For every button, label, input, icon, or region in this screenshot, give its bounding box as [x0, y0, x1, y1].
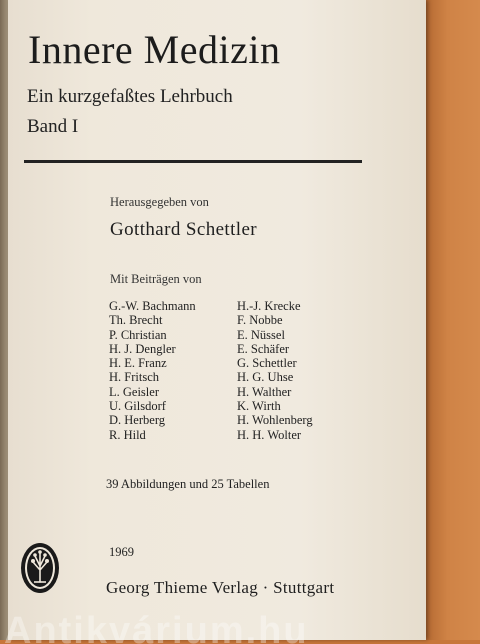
book-volume: Band I	[27, 116, 79, 137]
contributor-name: E. Nüssel	[237, 327, 285, 342]
contributor-name: D. Herberg	[109, 413, 165, 428]
contributor-name: G. Schettler	[237, 356, 297, 371]
contributor-name: R. Hild	[109, 427, 146, 442]
contributor-name: H. G. Uhse	[237, 370, 294, 385]
contributor-name: H. H. Wolter	[237, 427, 302, 442]
contributor-name: H. Fritsch	[109, 370, 159, 385]
contributors-list-right	[237, 299, 313, 442]
publication-year: 1969	[109, 545, 134, 559]
contributor-name: P. Christian	[109, 327, 167, 342]
book-cover-edge	[426, 0, 480, 640]
editor-name: Gotthard Schettler	[110, 219, 258, 240]
figures-note: 39 Abbildungen und 25 Tabellen	[106, 477, 270, 491]
contributor-name: H. E. Franz	[109, 356, 167, 371]
contributor-name: L. Geisler	[109, 384, 159, 399]
watermark: Antikvárium.hu	[4, 610, 309, 644]
book-title: Innere Medizin	[28, 27, 281, 72]
contributors-label: Mit Beiträgen von	[110, 272, 202, 286]
title-page	[8, 0, 426, 640]
contributor-name: K. Wirth	[237, 399, 281, 414]
tree-emblem-icon	[20, 542, 60, 594]
contributor-name: H. Walther	[237, 384, 292, 399]
contributors-list-left	[109, 299, 196, 442]
contributor-name: H. Wohlenberg	[237, 413, 313, 428]
contributor-name: F. Nobbe	[237, 313, 283, 328]
contributor-name: Th. Brecht	[109, 313, 163, 328]
book-subtitle: Ein kurzgefaßtes Lehrbuch	[27, 86, 233, 107]
contributor-name: E. Schäfer	[237, 341, 290, 356]
contributor-name: H. J. Dengler	[109, 341, 176, 356]
contributor-name: G.-W. Bachmann	[109, 299, 196, 313]
publisher-line: Georg Thieme Verlag · Stuttgart	[106, 578, 335, 597]
contributor-name: H.-J. Krecke	[237, 299, 301, 313]
title-divider	[24, 160, 362, 163]
contributor-name: U. Gilsdorf	[109, 399, 166, 414]
edited-by-label: Herausgegeben von	[110, 195, 209, 209]
